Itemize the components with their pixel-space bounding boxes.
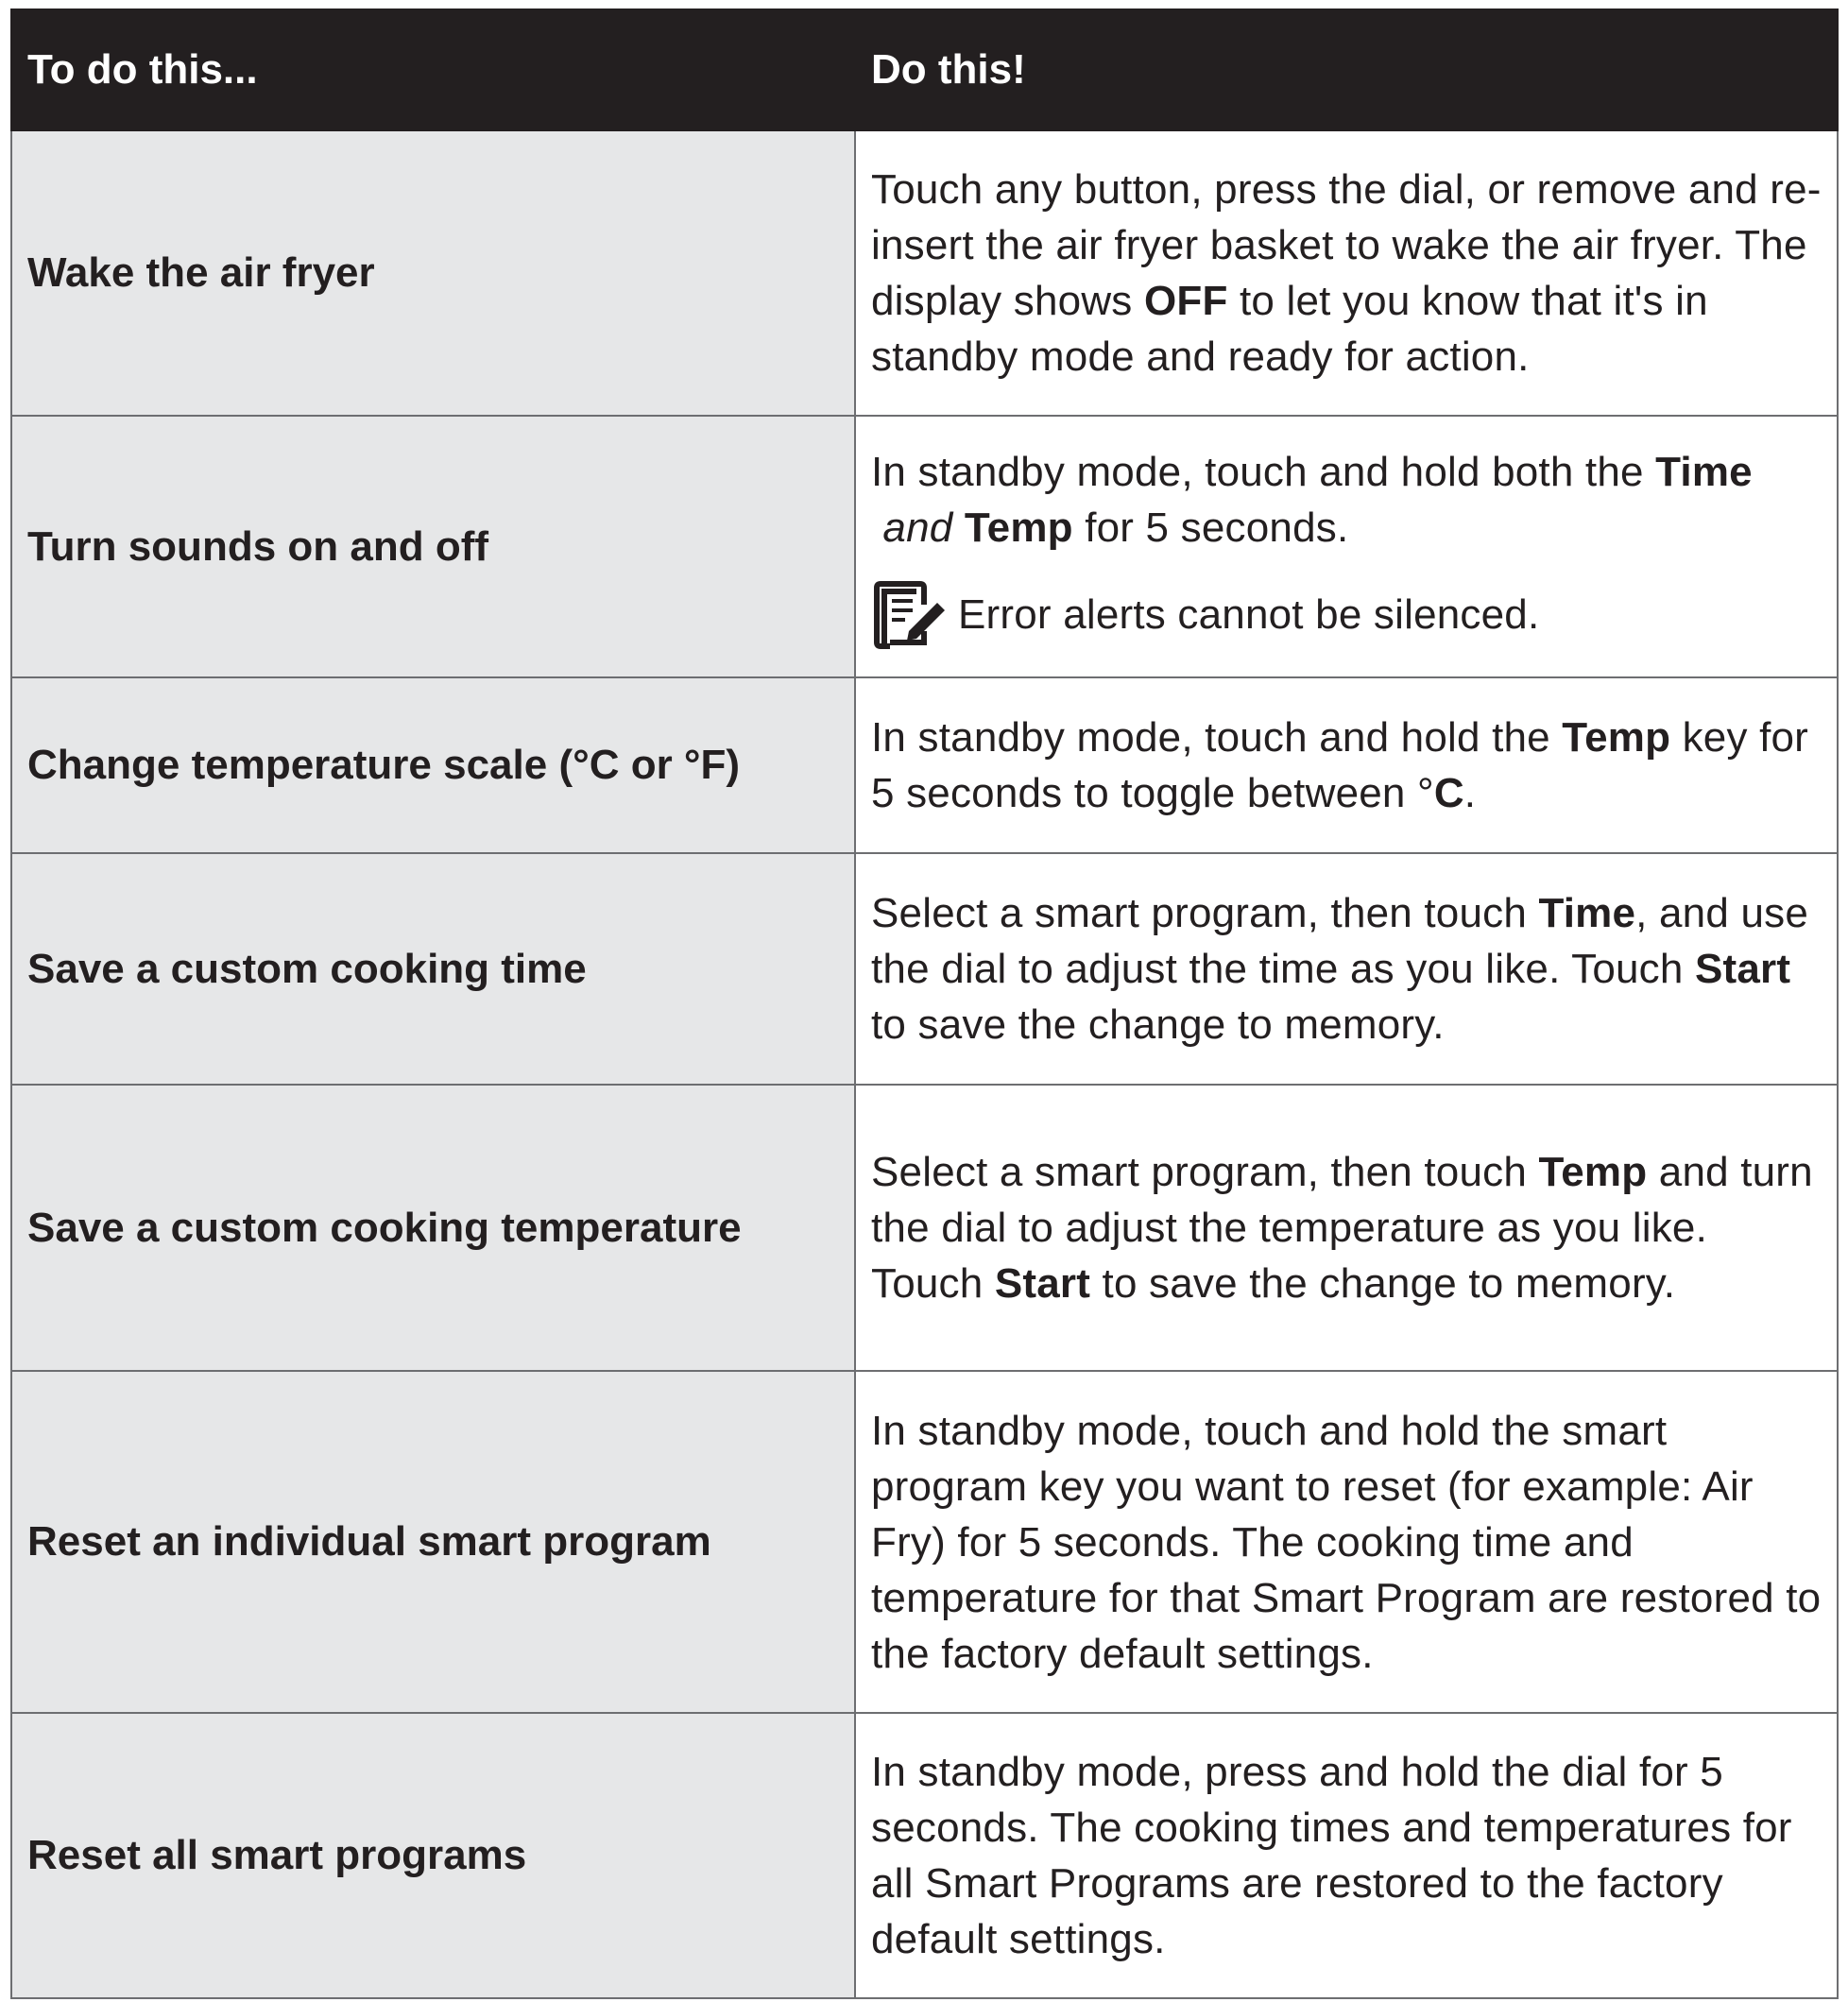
header-col-task: To do this... — [11, 9, 855, 130]
task-cell: Save a custom cooking time — [11, 853, 855, 1085]
action-bold: Temp — [1538, 1149, 1648, 1195]
table-row — [11, 130, 1838, 416]
action-text: Select a smart program, then touch — [871, 1149, 1539, 1195]
task-cell: Reset all smart programs — [11, 1713, 855, 1998]
action-text: . — [1463, 770, 1477, 816]
action-cell — [855, 1371, 1838, 1713]
action-text: In standby mode, press and hold the dial for 5 seconds. The cooking times and temperatures for all Smart Programs are restored to the factory default settings. — [871, 1749, 1792, 1962]
action-bold: Time — [1538, 890, 1636, 936]
task-cell: Wake the air fryer — [11, 130, 855, 416]
instructions-table — [10, 9, 1839, 1999]
action-bold: Start — [1694, 946, 1791, 992]
action-text: key for 5 seconds to toggle between ° — [871, 714, 1809, 816]
table-row — [11, 1085, 1838, 1371]
action-cell — [855, 1713, 1838, 1998]
task-cell: Change temperature scale (°C or °F) — [11, 677, 855, 853]
note-pencil-icon — [871, 580, 949, 650]
action-text: In standby mode, touch and hold the smart program key you want to reset (for example: Air Fry) for 5 seconds. The cooking time and temperature for that Smart Program are restored to the factory default settings. — [871, 1407, 1822, 1677]
action-text: to save the change to memory. — [1090, 1260, 1676, 1307]
task-cell: Reset an individual smart program — [11, 1371, 855, 1713]
action-text: In standby mode, touch and hold the — [871, 714, 1563, 761]
action-text: , and use the dial to adjust the time as you like. Touch — [871, 890, 1808, 992]
table-row — [11, 1371, 1838, 1713]
action-text: for 5 seconds. — [1072, 504, 1349, 551]
action-text: to save the change to memory. — [871, 1001, 1445, 1048]
action-text: Touch any button, press the dial, or remove and re-insert the air fryer basket to wake the air fryer. The display shows — [871, 166, 1822, 324]
action-text: In standby mode, touch and hold both the — [871, 448, 1656, 495]
action-italic: and — [871, 504, 965, 551]
table-header-row — [11, 9, 1838, 130]
action-text: and turn the dial to adjust the temperature as you like. Touch — [871, 1149, 1813, 1307]
action-cell — [855, 677, 1838, 853]
action-cell — [855, 853, 1838, 1085]
header-col-action: Do this! — [855, 9, 1838, 130]
note-callout — [871, 580, 1822, 650]
action-bold: Temp — [1562, 714, 1671, 761]
table-row — [11, 1713, 1838, 1998]
action-bold: C — [1433, 770, 1464, 816]
note-text: Error alerts cannot be silenced. — [958, 591, 1540, 638]
table-row — [11, 416, 1838, 677]
action-text: Select a smart program, then touch — [871, 890, 1539, 936]
action-bold: Temp — [964, 504, 1073, 551]
action-bold: Start — [994, 1260, 1091, 1307]
action-cell — [855, 1085, 1838, 1371]
task-cell: Turn sounds on and off — [11, 416, 855, 677]
table-row — [11, 853, 1838, 1085]
action-bold: OFF — [1143, 278, 1228, 324]
action-text: to let you know that it's in standby mode and ready for action. — [871, 278, 1708, 380]
task-cell: Save a custom cooking temperature — [11, 1085, 855, 1371]
action-paragraph — [871, 444, 1822, 556]
action-cell — [855, 130, 1838, 416]
action-cell — [855, 416, 1838, 677]
action-bold: Time — [1655, 448, 1753, 495]
table-row — [11, 677, 1838, 853]
